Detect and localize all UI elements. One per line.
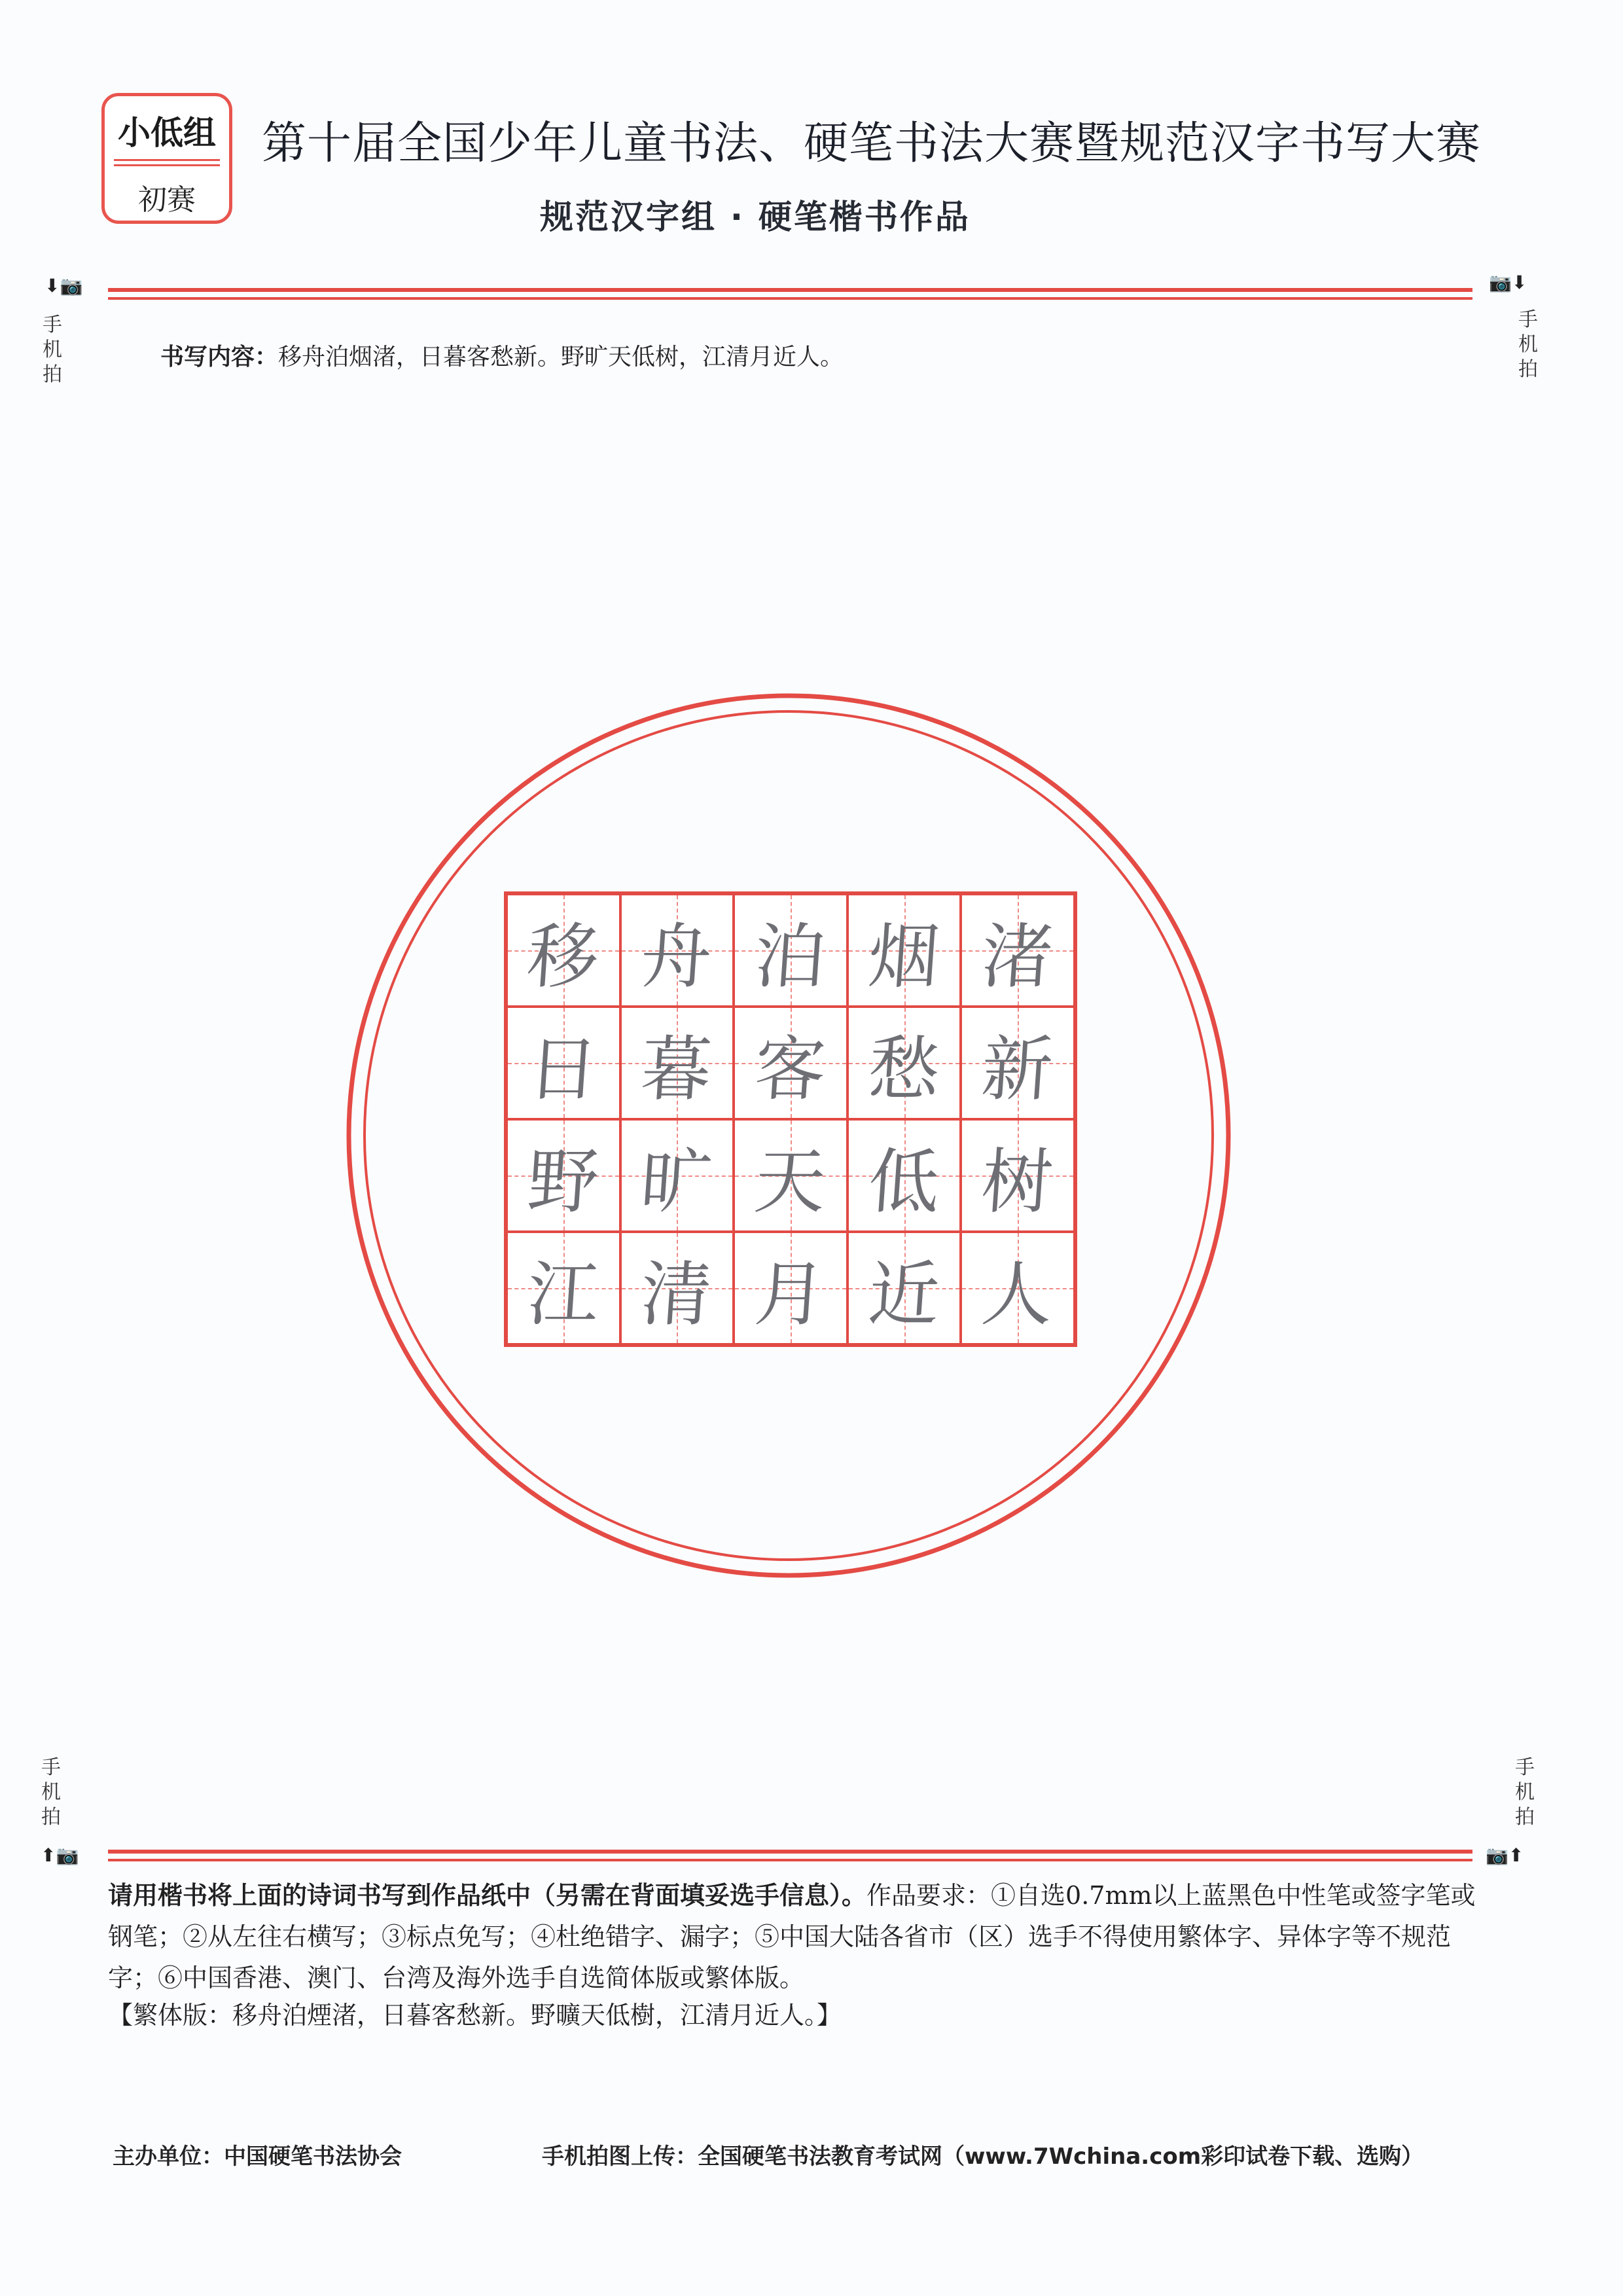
handwritten-character: 移 bbox=[524, 916, 601, 998]
handwritten-character: 愁 bbox=[865, 1028, 942, 1111]
handwritten-character: 舟 bbox=[638, 916, 715, 998]
handwritten-character: 烟 bbox=[865, 916, 942, 998]
calligraphy-grid bbox=[504, 891, 1077, 1347]
handwritten-character: 低 bbox=[865, 1141, 942, 1223]
handwritten-character: 人 bbox=[979, 1253, 1056, 1336]
handwritten-character: 客 bbox=[751, 1028, 829, 1111]
badge-group-label: 小低组 bbox=[118, 114, 216, 152]
handwritten-character: 清 bbox=[638, 1253, 715, 1336]
handwritten-character: 泊 bbox=[751, 916, 829, 998]
handwritten-character: 新 bbox=[979, 1028, 1056, 1111]
traditional-version: 【繁体版：移舟泊煙渚，日暮客愁新。野曠天低樹，江清月近人。】 bbox=[108, 2001, 842, 2030]
requirements-lead: 请用楷书将上面的诗词书写到作品纸中（另需在背面填妥选手信息）。 bbox=[108, 1881, 867, 1910]
footer-upload: 手机拍图上传：全国硬笔书法教育考试网（www.7Wchina.com彩印试卷下载、选购） bbox=[542, 2144, 1424, 2170]
handwritten-character: 旷 bbox=[638, 1141, 715, 1223]
camera-label-right-top: 手 机 拍 bbox=[1518, 308, 1538, 381]
grid-cell bbox=[847, 894, 961, 1007]
grid-cell bbox=[507, 894, 620, 1007]
grid-cell bbox=[620, 1007, 734, 1119]
grid-cell bbox=[961, 1119, 1075, 1232]
grid-cell bbox=[734, 894, 847, 1007]
grid-cell bbox=[734, 1232, 847, 1344]
bottom-divider bbox=[108, 1850, 1472, 1864]
grid-cell bbox=[620, 1119, 734, 1232]
camera-icon: 📷⬆ bbox=[1486, 1844, 1524, 1866]
camera-icon: 📷⬇ bbox=[1489, 272, 1527, 293]
handwritten-character: 日 bbox=[524, 1028, 601, 1111]
grid-cell bbox=[847, 1007, 961, 1119]
handwritten-character: 近 bbox=[865, 1253, 942, 1336]
badge-stage-label: 初赛 bbox=[138, 183, 196, 217]
writing-content-text: 移舟泊烟渚，日暮客愁新。野旷天低树，江清月近人。 bbox=[278, 344, 844, 370]
camera-label-left-bottom: 手 机 拍 bbox=[41, 1756, 61, 1829]
grid-cell bbox=[507, 1119, 620, 1232]
camera-label-right-bottom: 手 机 拍 bbox=[1515, 1756, 1535, 1829]
handwritten-character: 江 bbox=[524, 1253, 601, 1336]
page-title: 第十届全国少年儿童书法、硬笔书法大赛暨规范汉字书写大赛 bbox=[262, 118, 1482, 170]
grid-cell bbox=[734, 1119, 847, 1232]
handwritten-character: 月 bbox=[751, 1253, 829, 1336]
requirements-body: 作品要求：①自选0.7mm以上蓝黑色中性笔或签字笔或钢笔；②从左往右横写；③标点免写；④杜绝错字、漏字；⑤中国大陆各省市（区）选手不得使用繁体字、异体字等不规范字；⑥中国香港、澳门、台湾及海外选手自选简体版或繁体版。 bbox=[108, 1881, 1476, 1992]
grid-cell bbox=[507, 1007, 620, 1119]
handwritten-character: 渚 bbox=[979, 916, 1056, 998]
handwritten-character: 天 bbox=[751, 1141, 829, 1223]
grid-cell bbox=[847, 1119, 961, 1232]
handwritten-character: 树 bbox=[979, 1141, 1056, 1223]
camera-icon: ⬆📷 bbox=[41, 1844, 79, 1866]
grid-cell bbox=[734, 1007, 847, 1119]
camera-label-left-top: 手 机 拍 bbox=[43, 314, 62, 386]
badge-divider bbox=[114, 159, 220, 161]
writing-content bbox=[160, 338, 844, 372]
camera-icon: ⬇📷 bbox=[45, 275, 83, 296]
handwritten-character: 暮 bbox=[638, 1028, 715, 1111]
grid-cell bbox=[961, 1232, 1075, 1344]
grid-cell bbox=[620, 894, 734, 1007]
grid-cell bbox=[961, 1007, 1075, 1119]
writing-content-label: 书写内容： bbox=[160, 344, 279, 370]
badge-divider-2 bbox=[114, 164, 220, 166]
group-badge bbox=[101, 93, 232, 224]
top-divider bbox=[108, 288, 1472, 302]
grid-cell bbox=[507, 1232, 620, 1344]
grid-cell bbox=[847, 1232, 961, 1344]
footer-organizer: 主办单位：中国硬笔书法协会 bbox=[113, 2144, 402, 2170]
grid-cell bbox=[620, 1232, 734, 1344]
grid-cell bbox=[961, 894, 1075, 1007]
handwritten-character: 野 bbox=[524, 1141, 601, 1223]
requirements bbox=[108, 1875, 1476, 1999]
page-subtitle: 规范汉字组 · 硬笔楷书作品 bbox=[540, 198, 971, 237]
